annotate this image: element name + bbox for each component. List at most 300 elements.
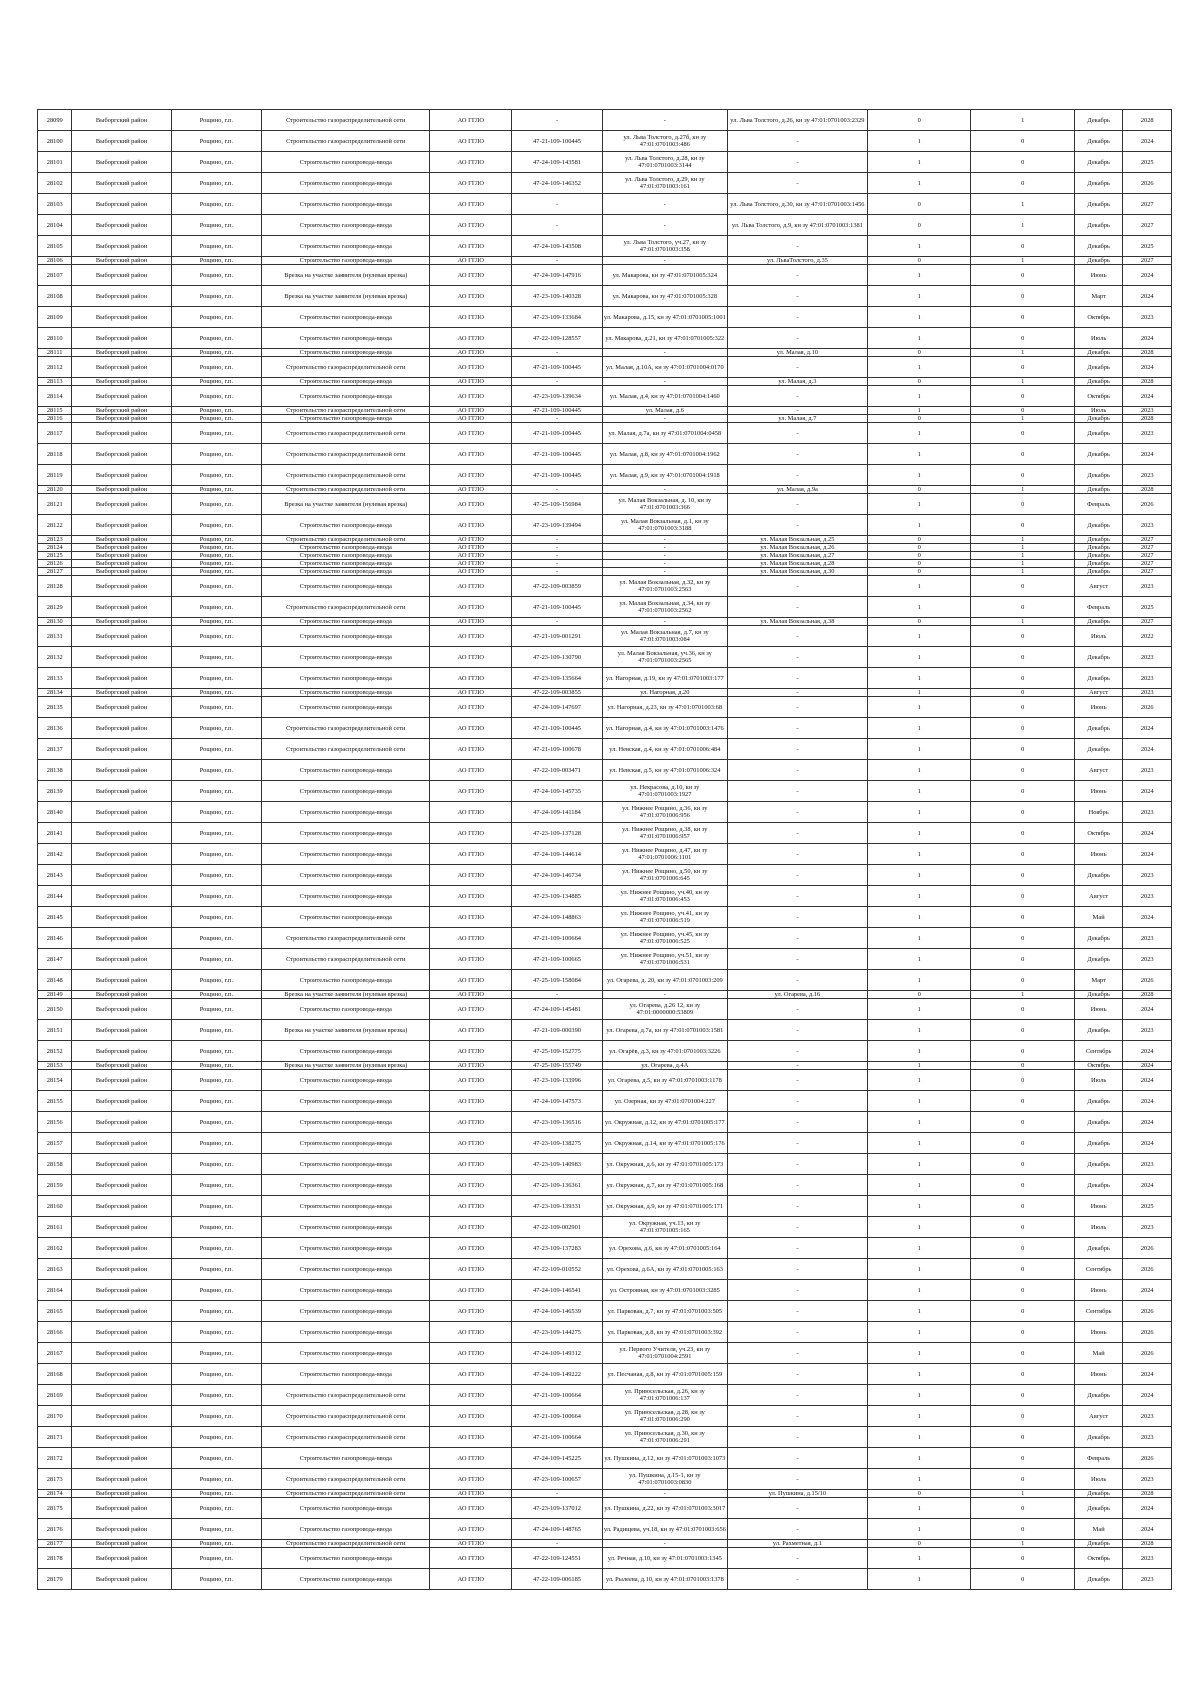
cell-v2: 1 <box>971 257 1074 265</box>
cell-work: Строительство газопровода-ввода <box>262 1091 430 1112</box>
cell-year: 2024 <box>1123 999 1172 1020</box>
cell-org: АО ГГЛО <box>430 1469 512 1490</box>
cell-v1: 0 <box>867 618 970 626</box>
cell-n: 28165 <box>38 1301 72 1322</box>
cell-address-b: - <box>727 307 867 328</box>
cell-month: Декабрь <box>1074 544 1123 552</box>
cell-district: Выборгский район <box>72 544 171 552</box>
cell-code: 47-24-109-147573 <box>512 1091 603 1112</box>
cell-v2: 0 <box>971 465 1074 486</box>
cell-work: Строительство газопровода-ввода <box>262 552 430 560</box>
cell-n: 28164 <box>38 1280 72 1301</box>
cell-settlement: Рощино, г.п. <box>171 357 262 378</box>
cell-district: Выборгский район <box>72 907 171 928</box>
cell-month: Декабрь <box>1074 486 1123 494</box>
cell-year: 2024 <box>1123 444 1172 465</box>
cell-address-b: - <box>727 286 867 307</box>
cell-address-b: ул. Малая, д.10 <box>727 349 867 357</box>
cell-month: Октябрь <box>1074 1062 1123 1070</box>
cell-v2: 0 <box>971 647 1074 668</box>
cell-n: 28158 <box>38 1154 72 1175</box>
cell-settlement: Рощино, г.п. <box>171 407 262 415</box>
cell-address-a: ул. Огарева, д.26 12, кн зу 47:01:0000000:53809 <box>602 999 727 1020</box>
cell-v2: 1 <box>971 110 1074 131</box>
cell-work: Строительство газопровода-ввода <box>262 618 430 626</box>
cell-address-a: ул. Огарева, д. 20, кн зу 47:01:0701003:209 <box>602 970 727 991</box>
cell-v2: 0 <box>971 1280 1074 1301</box>
cell-code: 47-24-109-148863 <box>512 907 603 928</box>
cell-month: Декабрь <box>1074 647 1123 668</box>
table-row <box>38 1519 1172 1540</box>
cell-settlement: Рощино, г.п. <box>171 378 262 386</box>
cell-work: Строительство газораспределительной сети <box>262 486 430 494</box>
cell-settlement: Рощино, г.п. <box>171 328 262 349</box>
cell-address-a: - <box>602 560 727 568</box>
cell-year: 2023 <box>1123 1569 1172 1590</box>
cell-address-a: ул. Окружная, д.12, кн зу 47:01:0701005:177 <box>602 1112 727 1133</box>
cell-org: АО ГГЛО <box>430 1540 512 1548</box>
cell-code: 47-24-109-146734 <box>512 865 603 886</box>
cell-district: Выборгский район <box>72 991 171 999</box>
table-row <box>38 407 1172 415</box>
cell-work: Строительство газопровода-ввода <box>262 173 430 194</box>
cell-code: 47-21-109-100445 <box>512 465 603 486</box>
cell-district: Выборгский район <box>72 357 171 378</box>
cell-v2: 0 <box>971 668 1074 689</box>
cell-month: Декабрь <box>1074 668 1123 689</box>
cell-v1: 1 <box>867 1020 970 1041</box>
cell-work: Строительство газопровода-ввода <box>262 823 430 844</box>
cell-address-a: ул. Невская, д.4, кн зу 47:01:0701006:484 <box>602 739 727 760</box>
cell-year: 2024 <box>1123 823 1172 844</box>
cell-settlement: Рощино, г.п. <box>171 1020 262 1041</box>
cell-work: Строительство газопровода-ввода <box>262 1280 430 1301</box>
cell-address-a: ул. Окружная, уч.13, кн зу 47:01:0701005:165 <box>602 1217 727 1238</box>
cell-org: АО ГГЛО <box>430 544 512 552</box>
table-row <box>38 886 1172 907</box>
cell-org: АО ГГЛО <box>430 1498 512 1519</box>
cell-settlement: Рощино, г.п. <box>171 626 262 647</box>
cell-district: Выборгский район <box>72 1498 171 1519</box>
table-row <box>38 423 1172 444</box>
cell-district: Выборгский район <box>72 536 171 544</box>
cell-v1: 1 <box>867 236 970 257</box>
cell-org: АО ГГЛО <box>430 131 512 152</box>
cell-district: Выборгский район <box>72 1548 171 1569</box>
cell-month: Май <box>1074 1519 1123 1540</box>
cell-v1: 1 <box>867 999 970 1020</box>
cell-org: АО ГГЛО <box>430 689 512 697</box>
cell-code: 47-22-109-003471 <box>512 760 603 781</box>
cell-work: Строительство газопровода-ввода <box>262 907 430 928</box>
cell-district: Выборгский район <box>72 823 171 844</box>
table-row <box>38 568 1172 576</box>
cell-v1: 1 <box>867 697 970 718</box>
cell-v1: 1 <box>867 949 970 970</box>
cell-district: Выборгский район <box>72 552 171 560</box>
cell-year: 2024 <box>1123 907 1172 928</box>
cell-n: 28100 <box>38 131 72 152</box>
cell-address-a: ул. Некрасова, д.10, кн зу 47:01:0701003:1927 <box>602 781 727 802</box>
cell-year: 2024 <box>1123 131 1172 152</box>
cell-district: Выборгский район <box>72 1020 171 1041</box>
cell-settlement: Рощино, г.п. <box>171 536 262 544</box>
cell-year: 2024 <box>1123 1062 1172 1070</box>
cell-code: 47-23-109-136361 <box>512 1175 603 1196</box>
cell-address-b: ул. Малая Вокзальная, д.30 <box>727 568 867 576</box>
cell-address-a: - <box>602 415 727 423</box>
cell-n: 28151 <box>38 1020 72 1041</box>
cell-v2: 0 <box>971 494 1074 515</box>
cell-month: Август <box>1074 689 1123 697</box>
cell-settlement: Рощино, г.п. <box>171 618 262 626</box>
cell-address-b: ул. Малая Вокзальная, д.27 <box>727 552 867 560</box>
cell-address-a: ул. Пушкина, д.15-1, кн зу 47:01:0701003:0830 <box>602 1469 727 1490</box>
cell-month: Декабрь <box>1074 423 1123 444</box>
cell-work: Строительство газопровода-ввода <box>262 257 430 265</box>
cell-address-b: - <box>727 949 867 970</box>
cell-work: Строительство газопровода-ввода <box>262 1070 430 1091</box>
cell-v1: 1 <box>867 265 970 286</box>
cell-month: Июль <box>1074 1217 1123 1238</box>
cell-org: АО ГГЛО <box>430 618 512 626</box>
cell-address-b: - <box>727 1322 867 1343</box>
cell-address-a: ул. Нижнее Рощино, уч.45, кн зу 47:01:0701006:525 <box>602 928 727 949</box>
cell-settlement: Рощино, г.п. <box>171 718 262 739</box>
cell-work: Врезка на участке заявителя (нулевая врезка) <box>262 1062 430 1070</box>
cell-work: Строительство газопровода-ввода <box>262 802 430 823</box>
cell-v2: 1 <box>971 552 1074 560</box>
cell-n: 28157 <box>38 1133 72 1154</box>
cell-org: АО ГГЛО <box>430 1519 512 1540</box>
cell-code: - <box>512 560 603 568</box>
cell-address-a: ул. Малая, д.4, кн зу 47:01:0701004:1460 <box>602 386 727 407</box>
cell-org: АО ГГЛО <box>430 236 512 257</box>
cell-address-a: ул. Льва Толстого, д.27б, кн зу 47:01:0701003:486 <box>602 131 727 152</box>
cell-address-b: - <box>727 465 867 486</box>
cell-address-a: ул. Огарёв, д.3, кн зу 47:01:0701003:3226 <box>602 1041 727 1062</box>
cell-v2: 0 <box>971 1062 1074 1070</box>
cell-code: - <box>512 415 603 423</box>
cell-address-a: - <box>602 544 727 552</box>
cell-code: - <box>512 1540 603 1548</box>
cell-address-a: ул. Пушкина, д.22, кн зу 47:01:0701003:3017 <box>602 1498 727 1519</box>
cell-settlement: Рощино, г.п. <box>171 349 262 357</box>
cell-code: - <box>512 536 603 544</box>
cell-address-b: ул. Льва Толстого, д.26, кн зу 47:01:0701003:2329 <box>727 110 867 131</box>
cell-code: 47-21-109-100678 <box>512 739 603 760</box>
cell-address-a: ул. Льва Толстого, д.29, кн зу 47:01:0701003:161 <box>602 173 727 194</box>
cell-address-b: - <box>727 1498 867 1519</box>
cell-work: Строительство газораспределительной сети <box>262 1490 430 1498</box>
cell-work: Строительство газопровода-ввода <box>262 999 430 1020</box>
cell-settlement: Рощино, г.п. <box>171 1196 262 1217</box>
cell-address-b: ул. Огарева, д.16 <box>727 991 867 999</box>
table-row <box>38 194 1172 215</box>
cell-v2: 1 <box>971 1490 1074 1498</box>
cell-v1: 1 <box>867 152 970 173</box>
cell-v1: 1 <box>867 844 970 865</box>
cell-work: Строительство газораспределительной сети <box>262 357 430 378</box>
table-row <box>38 349 1172 357</box>
cell-district: Выборгский район <box>72 110 171 131</box>
cell-v1: 0 <box>867 536 970 544</box>
cell-address-b: - <box>727 1217 867 1238</box>
cell-v2: 0 <box>971 1364 1074 1385</box>
cell-org: АО ГГЛО <box>430 1020 512 1041</box>
cell-settlement: Рощино, г.п. <box>171 173 262 194</box>
cell-v1: 1 <box>867 328 970 349</box>
cell-n: 28114 <box>38 386 72 407</box>
cell-org: АО ГГЛО <box>430 257 512 265</box>
cell-work: Врезка на участке заявителя (нулевая врезка) <box>262 286 430 307</box>
cell-n: 28122 <box>38 515 72 536</box>
table-row <box>38 844 1172 865</box>
cell-work: Строительство газопровода-ввода <box>262 1322 430 1343</box>
cell-v1: 1 <box>867 739 970 760</box>
cell-month: Декабрь <box>1074 110 1123 131</box>
table-row <box>38 1498 1172 1519</box>
cell-district: Выборгский район <box>72 626 171 647</box>
cell-work: Строительство газопровода-ввода <box>262 647 430 668</box>
cell-address-a: ул. Малая, д.8, кн зу 47:01:0701004:1962 <box>602 444 727 465</box>
cell-v1: 1 <box>867 1322 970 1343</box>
cell-month: Декабрь <box>1074 1490 1123 1498</box>
cell-v1: 1 <box>867 1427 970 1448</box>
cell-work: Строительство газопровода-ввода <box>262 568 430 576</box>
cell-settlement: Рощино, г.п. <box>171 560 262 568</box>
cell-district: Выборгский район <box>72 865 171 886</box>
cell-year: 2024 <box>1123 328 1172 349</box>
cell-org: АО ГГЛО <box>430 1301 512 1322</box>
cell-n: 28130 <box>38 618 72 626</box>
cell-address-b: ул. ЛьваТолстого, д.35 <box>727 257 867 265</box>
cell-address-a: ул. Малая Вокзальная, д.34, кн зу 47:01:0701003:2562 <box>602 597 727 618</box>
cell-settlement: Рощино, г.п. <box>171 1070 262 1091</box>
cell-address-a: - <box>602 194 727 215</box>
cell-v1: 1 <box>867 689 970 697</box>
cell-work: Врезка на участке заявителя (нулевая врезка) <box>262 265 430 286</box>
cell-v2: 0 <box>971 1498 1074 1519</box>
cell-v1: 1 <box>867 1154 970 1175</box>
cell-v2: 1 <box>971 568 1074 576</box>
cell-v1: 1 <box>867 970 970 991</box>
cell-v1: 1 <box>867 1041 970 1062</box>
cell-code: 47-24-109-146539 <box>512 1301 603 1322</box>
cell-code: 47-22-109-010552 <box>512 1259 603 1280</box>
cell-v2: 0 <box>971 949 1074 970</box>
cell-n: 28103 <box>38 194 72 215</box>
table-row <box>38 328 1172 349</box>
table-row <box>38 357 1172 378</box>
cell-settlement: Рощино, г.п. <box>171 552 262 560</box>
cell-year: 2023 <box>1123 1217 1172 1238</box>
cell-v1: 1 <box>867 423 970 444</box>
cell-v2: 0 <box>971 697 1074 718</box>
cell-month: Сентябрь <box>1074 1301 1123 1322</box>
cell-year: 2024 <box>1123 1364 1172 1385</box>
cell-work: Строительство газораспределительной сети <box>262 718 430 739</box>
cell-district: Выборгский район <box>72 1569 171 1590</box>
cell-code: 47-24-109-144614 <box>512 844 603 865</box>
cell-address-b: - <box>727 131 867 152</box>
cell-address-b: - <box>727 236 867 257</box>
cell-month: Февраль <box>1074 494 1123 515</box>
cell-v2: 1 <box>971 544 1074 552</box>
cell-address-b: - <box>727 444 867 465</box>
table-row <box>38 494 1172 515</box>
cell-code: 47-23-109-140328 <box>512 286 603 307</box>
cell-work: Строительство газораспределительной сети <box>262 423 430 444</box>
cell-org: АО ГГЛО <box>430 949 512 970</box>
cell-settlement: Рощино, г.п. <box>171 1406 262 1427</box>
cell-address-a: ул. Малая, д.9, кн зу 47:01:0701004:1918 <box>602 465 727 486</box>
cell-v2: 0 <box>971 886 1074 907</box>
cell-org: АО ГГЛО <box>430 349 512 357</box>
cell-district: Выборгский район <box>72 618 171 626</box>
cell-address-a: ул. Малая Вокзальная, уч.36, кн зу 47:01:0701003:2565 <box>602 647 727 668</box>
cell-month: Март <box>1074 970 1123 991</box>
cell-district: Выборгский район <box>72 781 171 802</box>
cell-v1: 0 <box>867 349 970 357</box>
cell-settlement: Рощино, г.п. <box>171 991 262 999</box>
cell-code: 47-22-109-124551 <box>512 1548 603 1569</box>
cell-settlement: Рощино, г.п. <box>171 1448 262 1469</box>
table-row <box>38 999 1172 1020</box>
cell-org: АО ГГЛО <box>430 718 512 739</box>
table-row <box>38 257 1172 265</box>
cell-year: 2023 <box>1123 802 1172 823</box>
cell-year: 2024 <box>1123 1070 1172 1091</box>
cell-month: Декабрь <box>1074 568 1123 576</box>
cell-year: 2026 <box>1123 494 1172 515</box>
cell-v1: 1 <box>867 1217 970 1238</box>
cell-org: АО ГГЛО <box>430 1448 512 1469</box>
cell-org: АО ГГЛО <box>430 626 512 647</box>
cell-v1: 1 <box>867 1175 970 1196</box>
cell-settlement: Рощино, г.п. <box>171 1062 262 1070</box>
cell-settlement: Рощино, г.п. <box>171 1427 262 1448</box>
cell-v2: 0 <box>971 865 1074 886</box>
cell-month: Ноябрь <box>1074 802 1123 823</box>
cell-settlement: Рощино, г.п. <box>171 928 262 949</box>
cell-month: Июнь <box>1074 1364 1123 1385</box>
cell-work: Строительство газораспределительной сети <box>262 1385 430 1406</box>
cell-work: Строительство газопровода-ввода <box>262 689 430 697</box>
cell-v2: 0 <box>971 1112 1074 1133</box>
cell-v2: 0 <box>971 407 1074 415</box>
cell-v1: 1 <box>867 131 970 152</box>
cell-year: 2024 <box>1123 286 1172 307</box>
cell-n: 28179 <box>38 1569 72 1590</box>
cell-n: 28117 <box>38 423 72 444</box>
cell-code: - <box>512 110 603 131</box>
cell-settlement: Рощино, г.п. <box>171 1301 262 1322</box>
cell-org: АО ГГЛО <box>430 415 512 423</box>
cell-address-a: ул. Невская, д.5, кн зу 47:01:0701006:324 <box>602 760 727 781</box>
cell-n: 28132 <box>38 647 72 668</box>
cell-month: Июль <box>1074 1469 1123 1490</box>
cell-month: Декабрь <box>1074 618 1123 626</box>
cell-month: Декабрь <box>1074 465 1123 486</box>
cell-month: Июнь <box>1074 1322 1123 1343</box>
cell-n: 28119 <box>38 465 72 486</box>
cell-n: 28162 <box>38 1238 72 1259</box>
cell-work: Строительство газораспределительной сети <box>262 949 430 970</box>
cell-address-b: - <box>727 1070 867 1091</box>
cell-work: Строительство газораспределительной сети <box>262 444 430 465</box>
cell-v2: 0 <box>971 444 1074 465</box>
cell-month: Июнь <box>1074 781 1123 802</box>
cell-month: Июнь <box>1074 1280 1123 1301</box>
cell-v2: 0 <box>971 307 1074 328</box>
cell-settlement: Рощино, г.п. <box>171 194 262 215</box>
cell-settlement: Рощино, г.п. <box>171 444 262 465</box>
table-row <box>38 697 1172 718</box>
cell-month: Декабрь <box>1074 131 1123 152</box>
cell-month: Декабрь <box>1074 1091 1123 1112</box>
cell-settlement: Рощино, г.п. <box>171 739 262 760</box>
cell-settlement: Рощино, г.п. <box>171 597 262 618</box>
cell-n: 28113 <box>38 378 72 386</box>
cell-v2: 0 <box>971 1154 1074 1175</box>
cell-settlement: Рощино, г.п. <box>171 236 262 257</box>
cell-code: 47-23-109-138275 <box>512 1133 603 1154</box>
cell-district: Выборгский район <box>72 1154 171 1175</box>
cell-v2: 0 <box>971 1238 1074 1259</box>
cell-code: 47-21-109-100445 <box>512 423 603 444</box>
cell-org: АО ГГЛО <box>430 357 512 378</box>
cell-org: АО ГГЛО <box>430 1364 512 1385</box>
cell-n: 28161 <box>38 1217 72 1238</box>
cell-district: Выборгский район <box>72 286 171 307</box>
cell-district: Выборгский район <box>72 1280 171 1301</box>
cell-v2: 0 <box>971 1406 1074 1427</box>
cell-year: 2023 <box>1123 307 1172 328</box>
cell-month: Декабрь <box>1074 1540 1123 1548</box>
cell-address-b: ул. Малая Вокзальная, д.28 <box>727 560 867 568</box>
cell-year: 2024 <box>1123 386 1172 407</box>
cell-n: 28177 <box>38 1540 72 1548</box>
table-row <box>38 1175 1172 1196</box>
cell-work: Строительство газопровода-ввода <box>262 1364 430 1385</box>
cell-org: АО ГГЛО <box>430 1548 512 1569</box>
cell-address-b: ул. Малая Вокзальная, д.25 <box>727 536 867 544</box>
cell-address-b: - <box>727 802 867 823</box>
cell-code: 47-24-109-149222 <box>512 1364 603 1385</box>
cell-year: 2023 <box>1123 407 1172 415</box>
cell-n: 28147 <box>38 949 72 970</box>
cell-district: Выборгский район <box>72 739 171 760</box>
cell-year: 2026 <box>1123 173 1172 194</box>
cell-year: 2023 <box>1123 1154 1172 1175</box>
cell-district: Выборгский район <box>72 1343 171 1364</box>
cell-code: - <box>512 349 603 357</box>
cell-address-a: ул. Орехова, д.6А, кн зу 47:01:0701005:163 <box>602 1259 727 1280</box>
cell-v1: 1 <box>867 386 970 407</box>
cell-address-a: ул. Песчаная, д.8, кн зу 47:01:0701005:159 <box>602 1364 727 1385</box>
cell-org: АО ГГЛО <box>430 1133 512 1154</box>
cell-district: Выборгский район <box>72 236 171 257</box>
table-row <box>38 1062 1172 1070</box>
cell-address-b: - <box>727 760 867 781</box>
cell-n: 28126 <box>38 560 72 568</box>
cell-org: АО ГГЛО <box>430 697 512 718</box>
cell-org: АО ГГЛО <box>430 576 512 597</box>
table-row <box>38 1343 1172 1364</box>
cell-address-a: - <box>602 215 727 236</box>
cell-year: 2023 <box>1123 928 1172 949</box>
